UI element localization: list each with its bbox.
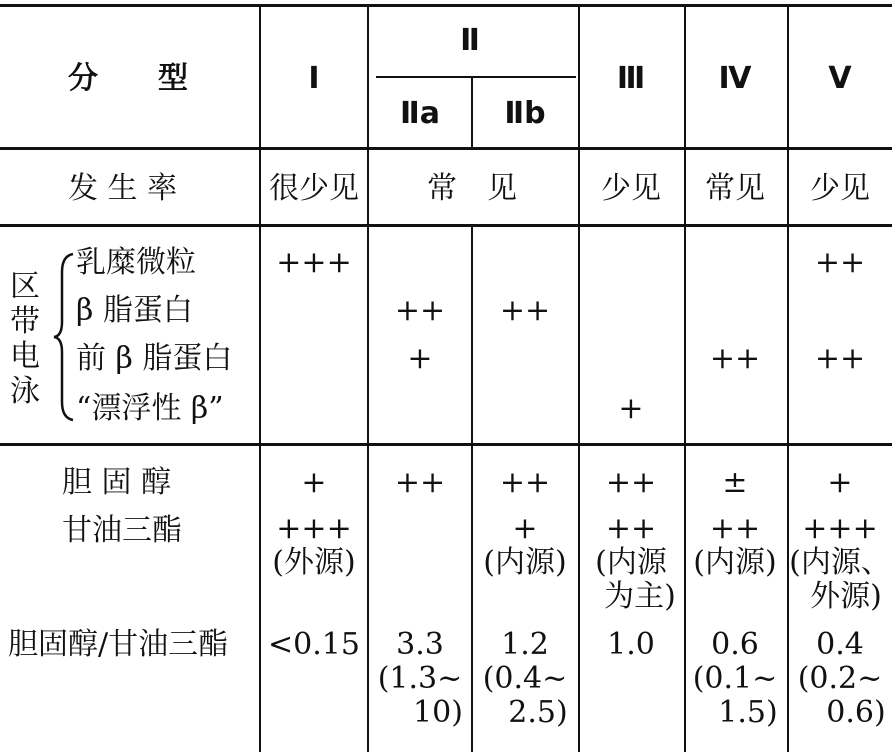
floating-beta-label: “漂浮性 β” (76, 391, 224, 426)
triglyceride-type-5-source-2: 外源) (810, 579, 882, 614)
electrophoresis-char-1: 区 (10, 269, 40, 304)
ratio-type-2a-value: 3.3 (396, 627, 444, 662)
cholesterol-label: 胆 固 醇 (62, 465, 172, 500)
ratio-type-5-range-1: (0.2~ (797, 661, 883, 696)
col-divider-1 (259, 4, 261, 752)
triglyceride-type-2b-level: + (512, 511, 538, 546)
ratio-type-3-value: 1.0 (607, 627, 655, 662)
ratio-type-1: <0.15 (268, 627, 360, 662)
ratio-type-5-range-2: 0.6) (826, 695, 886, 730)
triglyceride-type-3-source-1: (内源 (595, 545, 667, 580)
electrophoresis-rule (0, 443, 892, 446)
type-1-header: I (308, 61, 320, 96)
incidence-type-4: 常见 (705, 171, 765, 206)
type-2a-header: Ⅱa (399, 96, 441, 131)
header-rule (0, 147, 892, 150)
triglyceride-type-1-level: +++ (276, 511, 352, 546)
ratio-type-4-range-2: 1.5) (718, 695, 778, 730)
incidence-rule (0, 224, 892, 227)
incidence-type-1: 很少见 (269, 171, 359, 206)
ratio-type-5-value: 0.4 (816, 627, 864, 662)
incidence-type-2: 常 见 (427, 171, 517, 206)
col-divider-3b (471, 226, 473, 752)
type-4-header: Ⅳ (718, 61, 752, 96)
ratio-type-2b-range-1: (0.4~ (482, 661, 568, 696)
chylomicron-type-1: +++ (276, 245, 352, 280)
beta-lipoprotein-type-2a: ++ (394, 293, 446, 328)
cholesterol-type-2b: ++ (499, 465, 551, 500)
col-divider-4 (578, 4, 580, 752)
cholesterol-type-1: + (301, 465, 327, 500)
triglyceride-type-3-level: ++ (605, 511, 657, 546)
pre-beta-lipoprotein-label: 前 β 脂蛋白 (76, 341, 233, 376)
col-divider-3 (471, 76, 473, 150)
cholesterol-type-2a: ++ (394, 465, 446, 500)
triglyceride-label: 甘油三酯 (62, 513, 182, 548)
ratio-type-4-range-1: (0.1~ (692, 661, 778, 696)
chylomicron-type-5: ++ (814, 245, 866, 280)
type-3-header: Ⅲ (616, 61, 646, 96)
pre-beta-lipoprotein-type-5: ++ (814, 341, 866, 376)
ratio-type-4-value: 0.6 (711, 627, 759, 662)
incidence-type-5: 少见 (810, 171, 870, 206)
ratio-type-2a-range-2: 10) (413, 695, 463, 730)
type-header-label: 分 型 (68, 61, 188, 96)
triglyceride-type-4-level: ++ (709, 511, 761, 546)
beta-lipoprotein-type-2b: ++ (499, 293, 551, 328)
electrophoresis-char-2: 带 (10, 304, 40, 339)
triglyceride-type-5-source-1: (内源、 (789, 545, 891, 580)
curly-brace-icon (52, 252, 76, 422)
ratio-label: 胆固醇/甘油三酯 (8, 627, 229, 662)
cholesterol-type-5: + (827, 465, 853, 500)
ratio-type-2b-value: 1.2 (501, 627, 549, 662)
triglyceride-type-2b-source: (内源) (483, 545, 567, 580)
triglyceride-type-4-source: (内源) (693, 545, 777, 580)
electrophoresis-char-3: 电 (10, 339, 40, 374)
cholesterol-type-3: ++ (605, 465, 657, 500)
top-rule (0, 4, 892, 7)
ratio-type-2a-range-1: (1.3~ (377, 661, 463, 696)
floating-beta-type-3: + (618, 391, 644, 426)
triglyceride-type-1-source: (外源) (272, 545, 356, 580)
type-2-header: Ⅱ (460, 23, 480, 58)
col-divider-6 (787, 4, 789, 752)
col-divider-5 (684, 4, 686, 752)
electrophoresis-char-4: 泳 (10, 374, 40, 409)
type-2b-header: Ⅱb (504, 96, 546, 131)
pre-beta-lipoprotein-type-2a: + (407, 341, 433, 376)
triglyceride-type-3-source-2: 为主) (604, 579, 676, 614)
cholesterol-type-4: ± (722, 465, 748, 500)
pre-beta-lipoprotein-type-4: ++ (709, 341, 761, 376)
triglyceride-type-5-level: +++ (802, 511, 878, 546)
type2-split-rule (376, 76, 576, 78)
type-5-header: Ⅴ (828, 61, 852, 96)
incidence-type-3: 少见 (601, 171, 661, 206)
ratio-type-2b-range-2: 2.5) (508, 695, 568, 730)
chylomicron-label: 乳糜微粒 (76, 245, 196, 280)
beta-lipoprotein-label: β 脂蛋白 (76, 293, 193, 328)
col-divider-2 (367, 4, 369, 752)
incidence-label: 发 生 率 (68, 171, 178, 206)
